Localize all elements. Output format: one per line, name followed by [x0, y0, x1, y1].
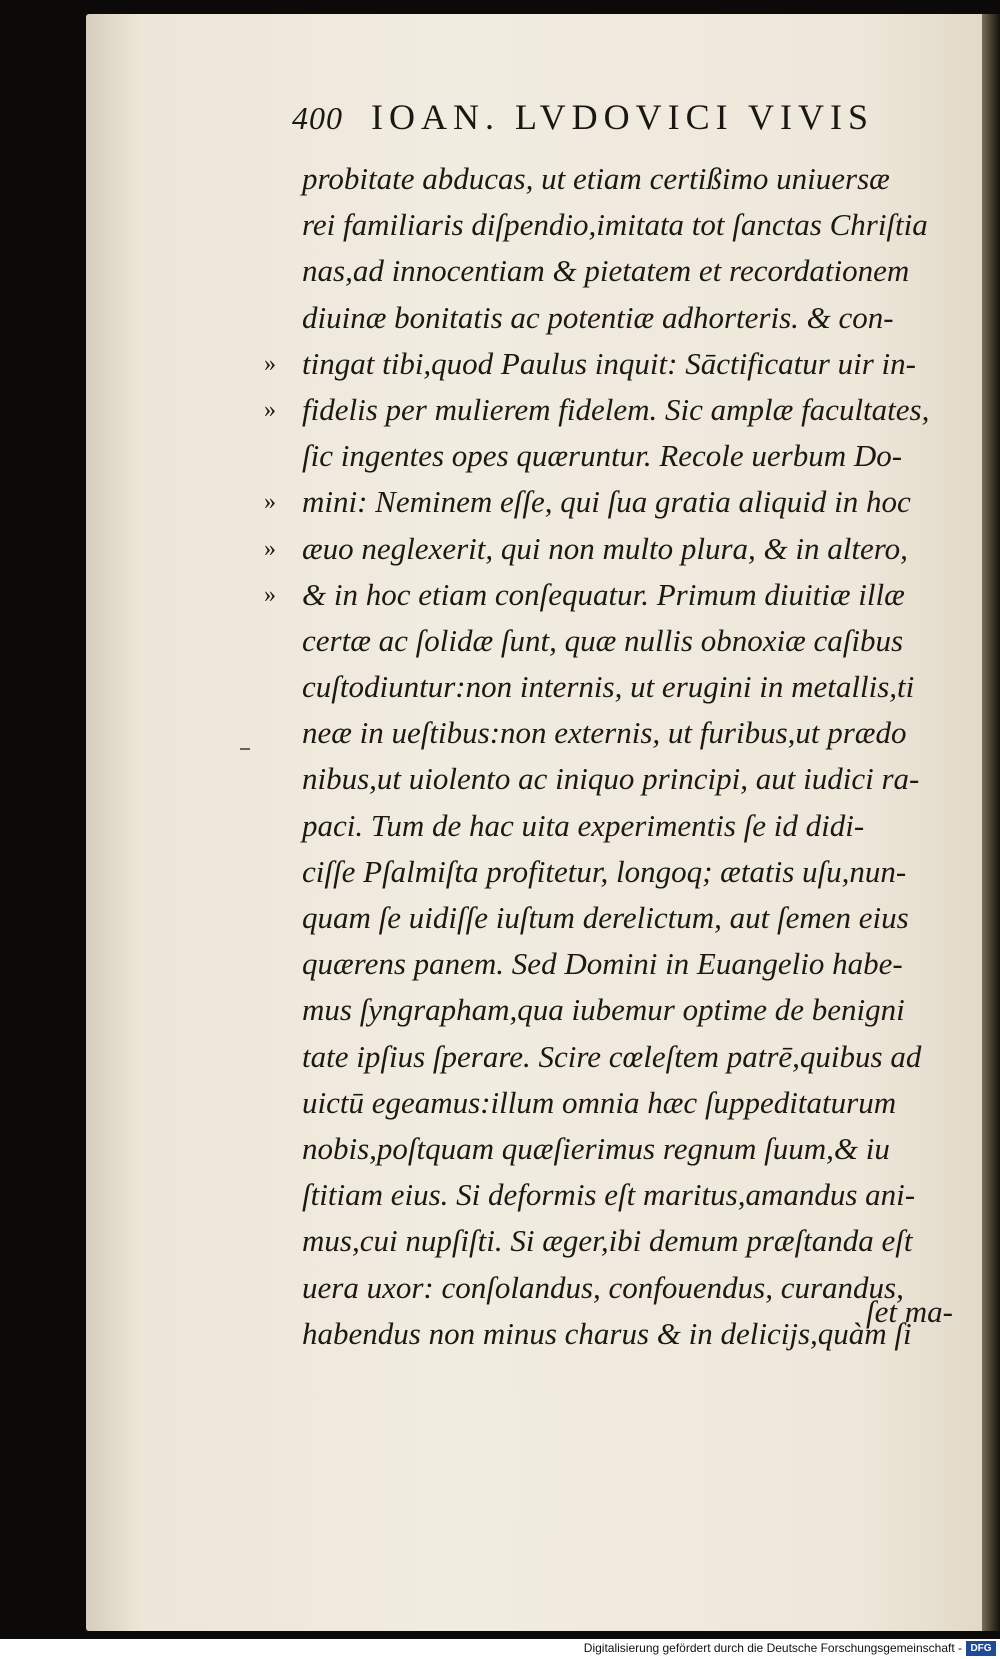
text-line: » æuo neglexerit, qui non multo plura, & in altero, — [302, 526, 962, 572]
text-line: nobis,poſtquam quæſierimus regnum ſuum,& iu — [302, 1130, 890, 1166]
text-line: ſic ingentes opes quæruntur. Recole uerbum Do- — [302, 438, 903, 474]
text-line: habendus non minus charus & in delicijs,quàm ſi — [302, 1315, 912, 1351]
text-line: nibus,ut uiolento ac iniquo principi, aut iudici ra- — [302, 761, 920, 797]
page-edge — [982, 14, 1000, 1631]
text-line: » mini: Neminem eſſe, qui ſua gratia aliquid in hoc — [302, 479, 962, 525]
margin-mark — [240, 748, 250, 750]
page-header — [292, 96, 874, 138]
text-line: diuinæ bonitatis ac potentiæ adhorteris. & con- — [302, 299, 894, 335]
text-line: paci. Tum de hac uita experimentis ſe id didi- — [302, 807, 865, 843]
quotation-mark: » — [264, 396, 276, 423]
text-line: mus,cui nupſiſti. Si æger,ibi demum præſtanda eſt — [302, 1223, 913, 1259]
digitization-credit: Digitalisierung gefördert durch die Deutsche Forschungsgemeinschaft - — [583, 1641, 962, 1655]
text-line: ciſſe Pſalmiſta profitetur, longoq; ætatis uſu,nun- — [302, 853, 907, 889]
text-line: tate ipſius ſperare. Scire cœleſtem patrē,quibus ad — [302, 1038, 922, 1074]
text-line: cuſtodiuntur:non internis, ut erugini in metallis,ti — [302, 669, 915, 705]
body-text — [264, 156, 962, 1357]
text-line: » & in hoc etiam conſequatur. Primum diuitiæ illæ — [302, 572, 962, 618]
text-line: ſtitiam eius. Si deformis eſt maritus,amandus ani- — [302, 1177, 916, 1213]
quotation-mark: » — [264, 535, 276, 562]
text-line: probitate abducas, ut etiam certißimo uniuersæ — [302, 161, 890, 196]
dfg-logo: DFG — [966, 1641, 996, 1656]
text-line: » fidelis per mulierem fidelem. Sic amplæ facultates, — [302, 387, 962, 433]
quotation-mark: » — [264, 350, 276, 377]
text-line: rei familiaris diſpendio,imitata tot ſanctas Chriſtia — [302, 207, 928, 243]
text-line: uictū egeamus:illum omnia hæc ſuppeditaturum — [302, 1084, 897, 1120]
text-line: quærens panem. Sed Domini in Euangelio habe- — [302, 946, 903, 982]
text-line: mus ſyngrapham,qua iubemur optime de benigni — [302, 992, 905, 1028]
quotation-mark: » — [264, 581, 276, 608]
quotation-mark: » — [264, 489, 276, 516]
text-line: uera uxor: conſolandus, confouendus, curandus, — [302, 1269, 904, 1305]
text-line: neæ in ueſtibus:non externis, ut furibus,ut prædo — [302, 715, 907, 751]
page-number: 400 — [292, 100, 343, 136]
text-line: certæ ac ſolidæ ſunt, quæ nullis obnoxiæ caſibus — [302, 622, 904, 658]
text-line: quam ſe uidiſſe iuſtum derelictum, aut ſemen eius — [302, 900, 909, 935]
running-head: IOAN. LVDOVICI VIVIS — [371, 97, 874, 137]
catchword: ſet ma- — [866, 1294, 953, 1329]
text-line: nas,ad innocentiam & pietatem et recordationem — [302, 253, 910, 289]
text-line: » tingat tibi,quod Paulus inquit: Sāctificatur uir in- — [302, 341, 962, 387]
